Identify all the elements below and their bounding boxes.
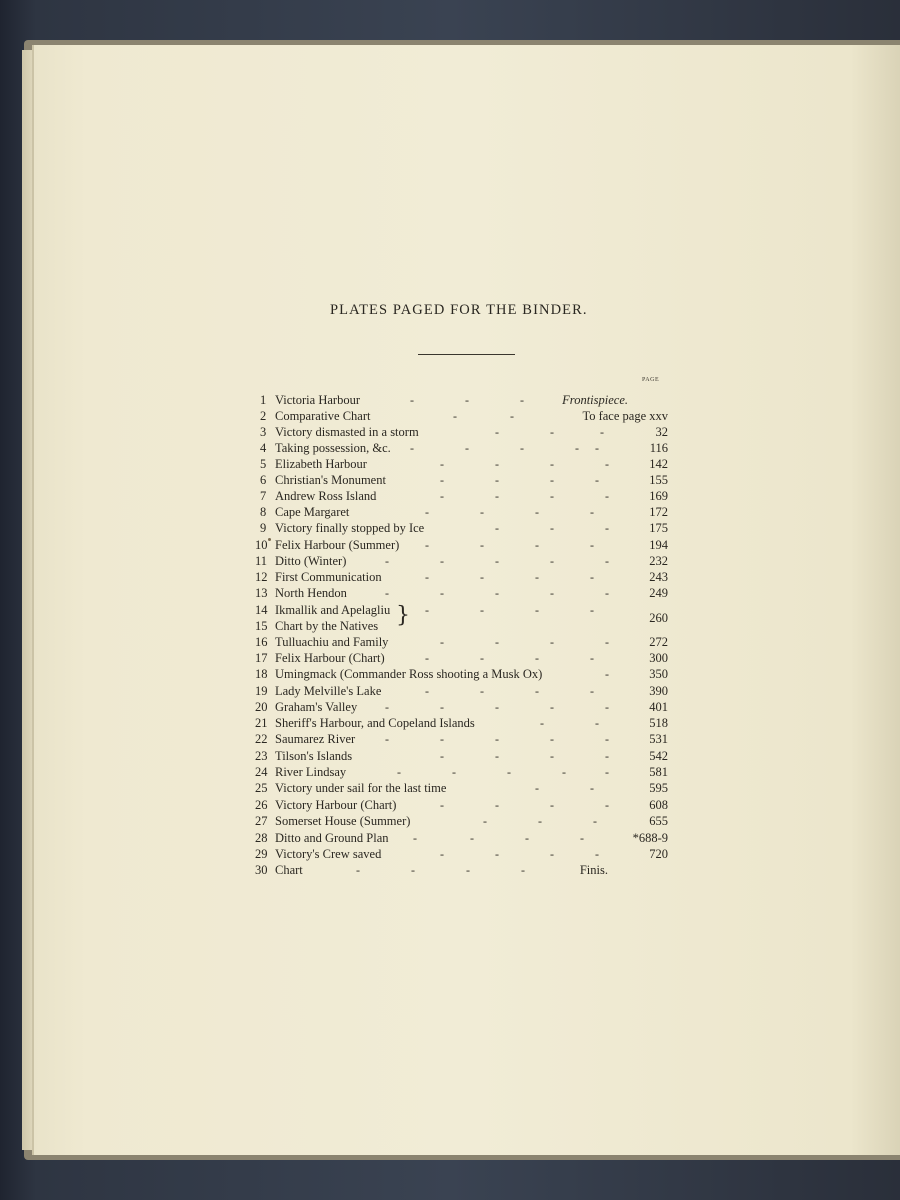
leader-dash: - [535, 651, 539, 665]
plate-title: Ikmallik and Apelagliu [275, 603, 391, 617]
leader-dash: - [535, 505, 539, 519]
plate-title: Victory's Crew saved [275, 847, 382, 861]
plate-title: Graham's Valley [275, 700, 358, 714]
leader-dash: - [440, 798, 444, 812]
plate-row [250, 650, 670, 666]
leader-dash: - [535, 603, 539, 617]
leader-dash: - [595, 441, 599, 455]
plate-title: Umingmack (Commander Ross shooting a Musk Ox) [275, 667, 543, 681]
leader-dash: - [425, 570, 429, 584]
plate-page-ref: 542 [649, 749, 668, 763]
leader-dash: - [495, 554, 499, 568]
plate-title: Saumarez River [275, 732, 356, 746]
leader-dash: - [356, 863, 360, 877]
leader-dash: - [495, 798, 499, 812]
leader-dash: - [452, 765, 456, 779]
plate-title: River Lindsay [275, 765, 347, 779]
plate-row [250, 780, 670, 796]
leader-dash: - [605, 554, 609, 568]
leader-dash: - [605, 635, 609, 649]
leader-dash: - [595, 473, 599, 487]
title-rule [418, 354, 515, 355]
leader-dash: - [480, 538, 484, 552]
plate-row [250, 666, 670, 682]
plate-page-ref: 581 [649, 765, 668, 779]
plate-row [250, 424, 670, 440]
leader-dash: - [605, 798, 609, 812]
plate-title: Comparative Chart [275, 409, 371, 423]
plate-number: 17 [255, 651, 268, 665]
plate-number: 3 [260, 425, 267, 439]
plate-page-ref: Frontispiece. [562, 393, 628, 407]
leader-dash: - [595, 847, 599, 861]
leader-dash: - [507, 765, 511, 779]
plate-number: 7 [260, 489, 267, 503]
plate-title: Lady Melville's Lake [275, 684, 382, 698]
plate-number: 6 [260, 473, 267, 487]
plate-title: Victory finally stopped by Ice [275, 521, 425, 535]
leader-dash: - [605, 700, 609, 714]
plate-page-ref: 155 [649, 473, 668, 487]
plate-page-ref: 142 [649, 457, 668, 471]
leader-dash: - [590, 538, 594, 552]
leader-dash: - [385, 732, 389, 746]
leader-dash: - [550, 457, 554, 471]
leader-dash: - [440, 457, 444, 471]
leader-dash: - [495, 749, 499, 763]
leader-dash: - [495, 847, 499, 861]
plate-number: 1 [260, 393, 267, 407]
plate-number: 23 [255, 749, 268, 763]
plate-page-ref: 172 [649, 505, 668, 519]
plate-title: North Hendon [275, 586, 347, 600]
plate-title: Ditto (Winter) [275, 554, 347, 568]
leader-dash: - [590, 570, 594, 584]
plate-title: Chart by the Natives [275, 619, 379, 633]
plate-page-ref: 243 [649, 570, 668, 584]
leader-dash: - [495, 635, 499, 649]
leader-dash: - [440, 732, 444, 746]
leader-dash: - [605, 749, 609, 763]
leader-dash: - [590, 505, 594, 519]
leader-dash: - [520, 441, 524, 455]
leader-dash: - [425, 505, 429, 519]
plate-row [250, 862, 670, 878]
plate-page-ref: 272 [649, 635, 668, 649]
leader-dash: - [440, 554, 444, 568]
plate-title: Somerset House (Summer) [275, 814, 411, 828]
leader-dash: - [562, 765, 566, 779]
plate-page-ref: 655 [649, 814, 668, 828]
plate-row [250, 408, 670, 424]
plate-row [250, 731, 670, 747]
plate-title: Elizabeth Harbour [275, 457, 367, 471]
plate-row [250, 569, 670, 585]
leader-dash: - [411, 863, 415, 877]
plate-number: 4 [260, 441, 267, 455]
plate-number: 21 [255, 716, 268, 730]
plate-title: Tulluachiu and Family [275, 635, 389, 649]
plate-number: 20 [255, 700, 268, 714]
plate-page-ref: 260 [649, 611, 668, 625]
leader-dash: - [465, 393, 469, 407]
leader-dash: - [440, 749, 444, 763]
leader-dash: - [413, 831, 417, 845]
leader-dash: - [480, 505, 484, 519]
leader-dash: - [385, 586, 389, 600]
leader-dash: - [550, 586, 554, 600]
leader-dash: - [440, 635, 444, 649]
plate-number: 13 [255, 586, 268, 600]
plate-number: 2 [260, 409, 267, 423]
plate-page-ref: 249 [649, 586, 668, 600]
plate-row [250, 585, 670, 601]
plate-title: Sheriff's Harbour, and Copeland Islands [275, 716, 475, 730]
plate-title: Victory Harbour (Chart) [275, 798, 397, 812]
plate-number: 14 [255, 603, 268, 617]
leader-dash: - [397, 765, 401, 779]
plate-number: 30 [255, 863, 268, 877]
leader-dash: - [480, 603, 484, 617]
leader-dash: - [590, 684, 594, 698]
brace-glyph: } [396, 603, 410, 628]
leader-dash: - [425, 684, 429, 698]
plate-page-ref: 194 [649, 538, 668, 552]
leader-dash: - [550, 749, 554, 763]
plate-number: 11 [255, 554, 268, 568]
plate-page-ref: *688-9 [632, 831, 668, 845]
plate-row [250, 715, 670, 731]
plate-row [250, 520, 670, 536]
plate-number: 9 [260, 521, 267, 535]
leader-dash: - [600, 425, 604, 439]
leader-dash: - [595, 716, 599, 730]
plate-page-ref: 232 [649, 554, 668, 568]
plate-title: Cape Margaret [275, 505, 350, 519]
plate-number: 27 [255, 814, 268, 828]
leader-dash: - [453, 409, 457, 423]
plate-title: First Communication [275, 570, 382, 584]
leader-dash: - [483, 814, 487, 828]
leader-dash: - [470, 831, 474, 845]
leader-dash: - [605, 765, 609, 779]
leader-dash: - [385, 554, 389, 568]
leader-dash: - [495, 732, 499, 746]
leader-dash: - [440, 586, 444, 600]
plate-page-ref: 595 [649, 781, 668, 795]
leader-dash: - [535, 538, 539, 552]
leader-dash: - [550, 489, 554, 503]
plate-number: 22 [255, 732, 268, 746]
plate-row [250, 602, 670, 625]
leader-dash: - [575, 441, 579, 455]
plate-page-ref: To face page xxv [582, 409, 668, 423]
leader-dash: - [605, 521, 609, 535]
leader-dash: - [425, 538, 429, 552]
leader-dash: - [425, 651, 429, 665]
leader-dash: - [480, 684, 484, 698]
plate-page-ref: 32 [655, 425, 668, 439]
plate-page-ref: 390 [649, 684, 668, 698]
plate-number: 16 [255, 635, 268, 649]
plate-row [250, 472, 670, 488]
plate-row [250, 456, 670, 472]
pin-mark [268, 538, 271, 541]
plate-row [250, 634, 670, 650]
leader-dash: - [550, 425, 554, 439]
plate-page-ref: 531 [649, 732, 668, 746]
leader-dash: - [410, 441, 414, 455]
leader-dash: - [495, 457, 499, 471]
plate-title: Taking possession, &c. [275, 441, 391, 455]
plate-row [250, 797, 670, 813]
leader-dash: - [550, 473, 554, 487]
leader-dash: - [605, 457, 609, 471]
plate-row [250, 618, 670, 634]
leader-dash: - [495, 489, 499, 503]
leader-dash: - [525, 831, 529, 845]
leader-dash: - [605, 667, 609, 681]
plate-row [250, 764, 670, 780]
leader-dash: - [495, 700, 499, 714]
page-column-header: PAGE [642, 377, 660, 383]
plate-page-ref: 401 [649, 700, 668, 714]
leader-dash: - [425, 603, 429, 617]
plate-title: Victory dismasted in a storm [275, 425, 419, 439]
leader-dash: - [550, 700, 554, 714]
plate-title: Ditto and Ground Plan [275, 831, 389, 845]
plate-row [250, 392, 670, 408]
plate-title: Chart [275, 863, 303, 877]
plate-page-ref: 169 [649, 489, 668, 503]
leader-dash: - [605, 732, 609, 746]
leader-dash: - [520, 393, 524, 407]
plate-title: Felix Harbour (Summer) [275, 538, 400, 552]
leader-dash: - [535, 570, 539, 584]
plate-row [250, 748, 670, 764]
plate-page-ref: Finis. [579, 863, 608, 877]
plate-title: Andrew Ross Island [275, 489, 377, 503]
leader-dash: - [495, 586, 499, 600]
leader-dash: - [535, 684, 539, 698]
plate-row [250, 813, 670, 829]
plate-number: 15 [255, 619, 268, 633]
plate-title: Tilson's Islands [275, 749, 353, 763]
plate-number: 18 [255, 667, 268, 681]
leader-dash: - [605, 586, 609, 600]
leader-dash: - [510, 409, 514, 423]
leader-dash: - [440, 847, 444, 861]
leader-dash: - [466, 863, 470, 877]
plate-page-ref: 300 [649, 651, 668, 665]
plate-row [250, 488, 670, 504]
plate-title: Victoria Harbour [275, 393, 360, 407]
plate-number: 29 [255, 847, 268, 861]
plate-title: Victory under sail for the last time [275, 781, 447, 795]
plate-row [250, 440, 670, 456]
leader-dash: - [550, 635, 554, 649]
leader-dash: - [590, 651, 594, 665]
plate-number: 24 [255, 765, 268, 779]
leader-dash: - [590, 603, 594, 617]
leader-dash: - [540, 716, 544, 730]
leader-dash: - [538, 814, 542, 828]
leader-dash: - [580, 831, 584, 845]
plate-page-ref: 720 [649, 847, 668, 861]
leader-dash: - [495, 521, 499, 535]
plate-row [250, 830, 670, 846]
leader-dash: - [385, 700, 389, 714]
plate-row [250, 699, 670, 715]
plate-number: 26 [255, 798, 268, 812]
plate-number: 10 [255, 538, 268, 552]
page-title: PLATES PAGED FOR THE BINDER. [330, 302, 588, 318]
leader-dash: - [535, 781, 539, 795]
leader-dash: - [480, 570, 484, 584]
leader-dash: - [440, 473, 444, 487]
leader-dash: - [550, 521, 554, 535]
leader-dash: - [410, 393, 414, 407]
leader-dash: - [480, 651, 484, 665]
plate-row [250, 553, 670, 569]
plate-page-ref: 608 [649, 798, 668, 812]
leader-dash: - [590, 781, 594, 795]
plate-title: Christian's Monument [275, 473, 386, 487]
leader-dash: - [593, 814, 597, 828]
plate-number: 8 [260, 505, 267, 519]
plate-number: 12 [255, 570, 268, 584]
plate-page-ref: 116 [649, 441, 668, 455]
plate-number: 5 [260, 457, 267, 471]
plate-row [250, 504, 670, 520]
plate-row [250, 683, 670, 699]
plate-row [250, 537, 670, 553]
leader-dash: - [550, 732, 554, 746]
plate-number: 19 [255, 684, 268, 698]
plate-page-ref: 350 [649, 667, 668, 681]
leader-dash: - [605, 489, 609, 503]
leader-dash: - [550, 798, 554, 812]
leader-dash: - [465, 441, 469, 455]
plate-title: Felix Harbour (Chart) [275, 651, 385, 665]
plate-number: 25 [255, 781, 268, 795]
leader-dash: - [521, 863, 525, 877]
leader-dash: - [440, 489, 444, 503]
plate-page-ref: 175 [649, 521, 668, 535]
plate-row [250, 846, 670, 862]
leader-dash: - [550, 554, 554, 568]
leader-dash: - [440, 700, 444, 714]
leader-dash: - [495, 425, 499, 439]
plate-page-ref: 518 [649, 716, 668, 730]
leader-dash: - [495, 473, 499, 487]
plate-number: 28 [255, 831, 268, 845]
leader-dash: - [550, 847, 554, 861]
